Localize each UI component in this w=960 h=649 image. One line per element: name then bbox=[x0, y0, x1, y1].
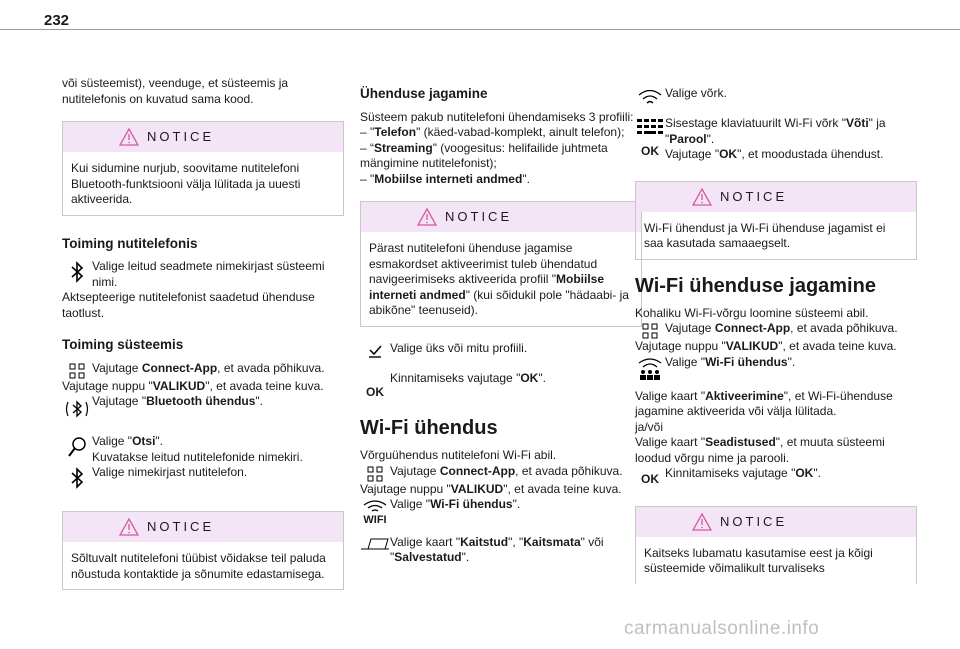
text-bold: VALIKUD bbox=[152, 378, 206, 393]
notice-text: Kui sidumine nurjub, soovitame nutitelefoni Bluetooth-funktsiooni välja lülitada ja uuesti aktiveerida. bbox=[71, 161, 301, 206]
text: ". bbox=[155, 434, 163, 448]
or-text: ja/või bbox=[635, 419, 664, 434]
text: ". bbox=[255, 394, 263, 408]
notice-box bbox=[635, 506, 917, 584]
wifi-intro: Võrguühendus nutitelefoni Wi-Fi abil. bbox=[360, 448, 557, 462]
keyboard-icon bbox=[637, 118, 663, 136]
text-bold: Wi-Fi ühendus bbox=[430, 497, 513, 511]
text: , et avada põhikuva. bbox=[217, 360, 325, 375]
text: ", et moodustada ühendust. bbox=[737, 147, 884, 161]
column-1 bbox=[62, 76, 344, 604]
text: ", " bbox=[508, 534, 524, 549]
text: Valige kaart " bbox=[635, 388, 706, 403]
text: Vajutage nuppu " bbox=[62, 378, 153, 393]
notice-title: NOTICE bbox=[147, 519, 215, 535]
column-3 bbox=[635, 86, 917, 598]
wifi-hotspot-icon bbox=[637, 357, 663, 381]
text: Kinnitamiseks vajutage " bbox=[390, 370, 521, 385]
notice-box bbox=[635, 181, 917, 260]
text: " (voogesitus: helifailide juhtmeta mängimine nutitelefonist); bbox=[360, 140, 608, 170]
checkbox-check-icon bbox=[367, 343, 383, 359]
text: Kuvatakse leitud nutitelefonide nimekiri. bbox=[92, 449, 303, 464]
text: ". bbox=[512, 497, 521, 511]
pick-phone: Valige nimekirjast nutitelefon. bbox=[92, 465, 248, 479]
header-rule bbox=[0, 29, 960, 30]
notice-title: NOTICE bbox=[720, 188, 788, 204]
text: Vajutage bbox=[665, 321, 715, 335]
text: ". bbox=[813, 466, 821, 480]
text-bold: Kaitsmata bbox=[523, 534, 581, 549]
text-bold: Võti bbox=[845, 116, 869, 130]
tab-icon bbox=[360, 537, 390, 551]
phone-accept: Aktsepteerige nutitelefonist saadetud ühenduse taotlust. bbox=[62, 290, 315, 320]
wifi-label: WIFI bbox=[363, 514, 387, 526]
bluetooth-wave-icon bbox=[64, 396, 90, 422]
text-bold: OK bbox=[795, 466, 814, 480]
text-bold: VALIKUD bbox=[725, 339, 779, 353]
text: Valige " bbox=[390, 497, 431, 511]
column-2: Ühenduse jagamine Süsteem pakub nutitelefoni ühendamiseks 3 profiili: – "Telefon" (käed-vabad-komplekt, ainult telefon); – “Streaming" (voogesitus: helifailide juhtmeta mängimine nutitelefonist); – "Mobiilse interneti andmed". NOTICE Pärast nutitelefoni ühenduse jagamise esmakordset aktiveerimist tuleb ühendatud navigeerimiseks aktiveerida profiil "Mobiilse interneti andmed" (kui sõidukil pole "hädaabi- ja abikõne" teenuseid). Valige üks või mitu profiili. OK Kinnitamiseks vajutage "OK". Wi-Fi ühendus Võrguühendus nutitelefoni Wi-Fi abil. Vajutage Connect-App, et avada põhikuva. Vajutage nuppu "VALIKUD", et avada teine kuva. WIFI Valige "Wi-Fi ühendus". Valige kaart "Kaitstud", "Kaitsmata" või "Salvestatud". bbox=[360, 86, 642, 566]
watermark: carmanualsonline.info bbox=[624, 618, 820, 639]
text: Vajutage " bbox=[665, 147, 720, 161]
text: ", et avada teine kuva. bbox=[778, 339, 897, 353]
notice-title: NOTICE bbox=[147, 129, 215, 145]
text: Pärast nutitelefoni ühenduse jagamise esmakordset aktiveerimist tuleb ühendatud navigeerimiseks aktiveerida profiil " bbox=[369, 241, 598, 286]
apps-grid-icon bbox=[69, 363, 85, 379]
bluetooth-icon bbox=[70, 467, 84, 489]
notice-title: NOTICE bbox=[720, 513, 788, 529]
page-number: 232 bbox=[44, 12, 70, 29]
text-bold: Aktiveerimine bbox=[705, 388, 784, 403]
text: Vajutage nuppu " bbox=[360, 481, 451, 496]
notice-title: NOTICE bbox=[445, 209, 513, 225]
text: ". bbox=[522, 171, 530, 186]
warning-icon bbox=[692, 188, 712, 206]
text-bold: Streaming bbox=[374, 140, 433, 155]
text-bold: VALIKUD bbox=[450, 481, 504, 496]
text: " või " bbox=[390, 534, 604, 564]
text: ". bbox=[706, 131, 715, 146]
select-profiles: Valige üks või mitu profiili. bbox=[390, 340, 528, 355]
text-bold: Telefon bbox=[374, 125, 417, 139]
text-bold: Seadistused bbox=[705, 435, 776, 449]
apps-grid-icon bbox=[642, 323, 658, 339]
text: ", et Wi-Fi-ühenduse jagamine aktiveerida või välja lülitada. bbox=[635, 388, 893, 418]
notice-text: Kaitseks lubamatu kasutamise eest ja kõigi süsteemide võimalikult turvaliseks bbox=[644, 545, 873, 575]
select-network: Valige võrk. bbox=[665, 86, 727, 100]
warning-icon bbox=[417, 208, 437, 226]
intro-text: või süsteemist), veenduge, et süsteemis ja nutitelefonis on kuvatud sama kood. bbox=[62, 76, 289, 106]
text: Valige " bbox=[92, 434, 133, 448]
wifi-icon bbox=[362, 499, 388, 513]
warning-icon bbox=[119, 518, 139, 536]
text: Vajutage bbox=[92, 360, 142, 375]
ok-icon: OK bbox=[641, 144, 659, 158]
apps-grid-icon bbox=[367, 466, 383, 482]
warning-icon bbox=[119, 128, 139, 146]
notice-box bbox=[62, 121, 344, 216]
heading-wifi-sharing: Wi-Fi ühenduse jagamine bbox=[635, 274, 876, 297]
ok-icon: OK bbox=[641, 472, 659, 486]
text: ". bbox=[538, 370, 546, 385]
heading-phone: Toiming nutitelefonis bbox=[62, 235, 198, 251]
text: Sisestage klaviatuurilt Wi-Fi võrk " bbox=[665, 116, 846, 130]
heading-system: Toiming süsteemis bbox=[62, 337, 184, 352]
text: " (käed-vabad-komplekt, ainult telefon); bbox=[416, 125, 625, 139]
text: Valige kaart " bbox=[635, 435, 706, 449]
text: " ja " bbox=[665, 116, 886, 146]
text: Kinnitamiseks vajutage " bbox=[665, 466, 796, 480]
text-bold: OK bbox=[719, 147, 738, 161]
text-bold: Otsi bbox=[132, 434, 156, 448]
wifi-icon bbox=[637, 88, 663, 108]
text: Valige " bbox=[665, 354, 706, 369]
text: ". bbox=[461, 550, 470, 564]
text-bold: Connect-App bbox=[141, 360, 218, 375]
phone-step: Valige leitud seadmete nimekirjast süsteemi nimi. bbox=[92, 259, 325, 289]
warning-icon bbox=[692, 513, 712, 531]
bluetooth-icon bbox=[70, 261, 84, 283]
notice-box bbox=[62, 511, 344, 590]
text: ", et avada teine kuva. bbox=[205, 378, 324, 393]
text: , et avada põhikuva. bbox=[515, 463, 623, 478]
notice-text: Wi-Fi ühendust ja Wi-Fi ühenduse jagamist ei saa kasutada samaaegselt. bbox=[644, 220, 886, 250]
share-intro: Kohaliku Wi-Fi-võrgu loomine süsteemi abil. bbox=[635, 305, 869, 320]
text-bold: Connect-App bbox=[714, 321, 791, 335]
text: Valige kaart " bbox=[390, 534, 461, 549]
conn-intro: Süsteem pakub nutitelefoni ühendamiseks 3 profiili: bbox=[360, 109, 634, 124]
text-bold: Salvestatud bbox=[394, 550, 462, 564]
heading-wifi: Wi-Fi ühendus bbox=[360, 417, 498, 439]
notice-text: Sõltuvalt nutitelefoni tüübist võidakse teil paluda nõustuda kontaktide ja sõnumite edastamisega. bbox=[71, 551, 326, 581]
notice-box bbox=[360, 201, 642, 327]
text: Vajutage " bbox=[92, 394, 147, 408]
text: " (kui sõidukil pole "hädaabi- ja abikõne" teenuseid). bbox=[369, 287, 629, 317]
text: Vajutage nuppu " bbox=[635, 339, 726, 353]
text-bold: Connect-App bbox=[439, 463, 516, 478]
text-bold: Bluetooth ühendus bbox=[146, 394, 256, 408]
text: ". bbox=[787, 354, 796, 369]
text-bold: Parool bbox=[669, 131, 707, 146]
text: Vajutage bbox=[390, 463, 440, 478]
heading-connection-sharing: Ühenduse jagamine bbox=[360, 86, 488, 101]
text: ", et avada teine kuva. bbox=[503, 481, 622, 496]
text-bold: Kaitstud bbox=[460, 534, 509, 549]
text-bold: Mobiilse interneti andmed bbox=[374, 171, 523, 186]
search-icon bbox=[67, 436, 87, 458]
text-bold: Mobiilse interneti andmed bbox=[369, 272, 605, 302]
text: , et avada põhikuva. bbox=[790, 321, 898, 335]
text-bold: Wi-Fi ühendus bbox=[705, 354, 788, 369]
ok-icon: OK bbox=[366, 384, 384, 399]
text: ", et muuta süsteemi loodud võrgu nime ja parooli. bbox=[635, 435, 885, 465]
text-bold: OK bbox=[520, 370, 539, 385]
